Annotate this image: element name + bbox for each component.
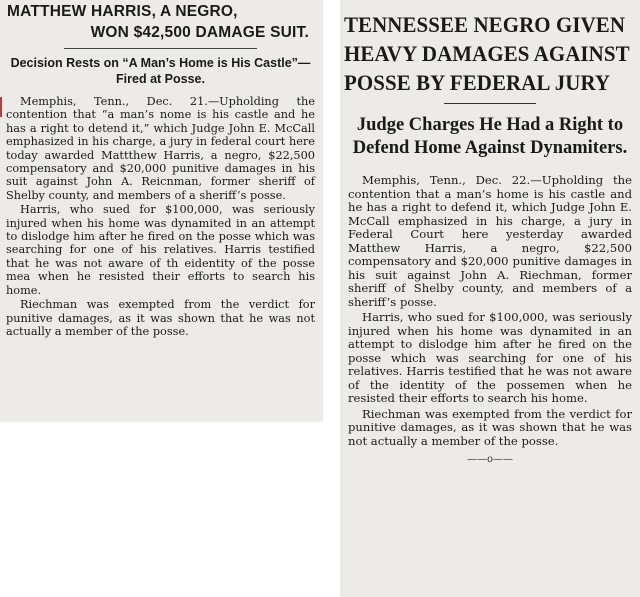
left-paragraph-3: Riechman was exempted from the verdict for punitive damages, as it was shown that he was not actually a member of the posse. bbox=[6, 298, 315, 338]
margin-mark bbox=[0, 97, 2, 117]
right-paragraph-2: Harris, who sued for $100,000, was seriously injured when his home was dynamited in an attempt to dislodge him after he fired on the posse which was searching for one of his relatives. Harris testified that he was not aware of the identity of the possemen when he resisted their efforts to search his home. bbox=[348, 310, 632, 405]
right-headline-line3: POSSE BY FEDERAL JURY bbox=[344, 70, 611, 95]
right-headline bbox=[344, 10, 640, 97]
right-headline-line2: HEAVY DAMAGES AGAINST bbox=[344, 41, 630, 66]
left-article-body bbox=[6, 95, 315, 338]
right-paragraph-1: Memphis, Tenn., Dec. 22.—Upholding the contention that a man’s home is his castle and he has a right to defend it, which Judge John E. McCall emphasized in his charge, a jury in Federal Court here yesterday awarded Matthew Harris, a negro, $22,500 compensatory and $20,000 punitive damages in his suit against John A. Riechman, former sheriff of Shelby county, and members of a sheriff’s posse. bbox=[348, 173, 632, 309]
left-headline-line2: WON $42,500 DAMAGE SUIT. bbox=[90, 24, 309, 41]
left-paragraph-2: Harris, who sued for $100,000, was seriously injured when his home was dynamited in an attempt to dislodge him after he fired on the posse which was searching for one of his relatives. Harris testified that he was not aware of th eidentity of the posse mea when he resisted their efforts to search his home. bbox=[6, 203, 315, 297]
right-paragraph-3: Riechman was exempted from the verdict for punitive damages, as it was shown that he was not actually a member of the posse. bbox=[348, 406, 632, 448]
right-clipping bbox=[340, 0, 640, 597]
right-article-body bbox=[348, 174, 632, 448]
right-deck: Judge Charges He Had a Right to Defend Home Against Dynamiters. bbox=[352, 115, 628, 158]
left-headline-rule bbox=[64, 48, 257, 49]
left-clipping bbox=[0, 0, 323, 422]
left-deck: Decision Rests on “A Man’s Home is His Castle”—Fired at Posse. bbox=[10, 56, 311, 86]
right-headline-rule bbox=[444, 103, 536, 104]
end-mark: ——o—— bbox=[466, 454, 514, 465]
right-headline-line1: TENNESSEE NEGRO GIVEN bbox=[344, 12, 626, 37]
left-paragraph-1: Memphis, Tenn., Dec. 21.—Upholding the contention that “a man’s nome is his castle and he has a right to detend it,” which Judge John E. McCall emphasized in his charge, a jury in federal court here today awarded Mattthew Harris, a negro, $22,500 compensatory and $20,000 punitive damages in his suit against John A. Reicnman, former sheriff of Shelby county, and members of a sheriff’s posse. bbox=[6, 95, 315, 202]
left-headline-line1: MATTHEW HARRIS, A NEGRO, bbox=[7, 3, 238, 20]
